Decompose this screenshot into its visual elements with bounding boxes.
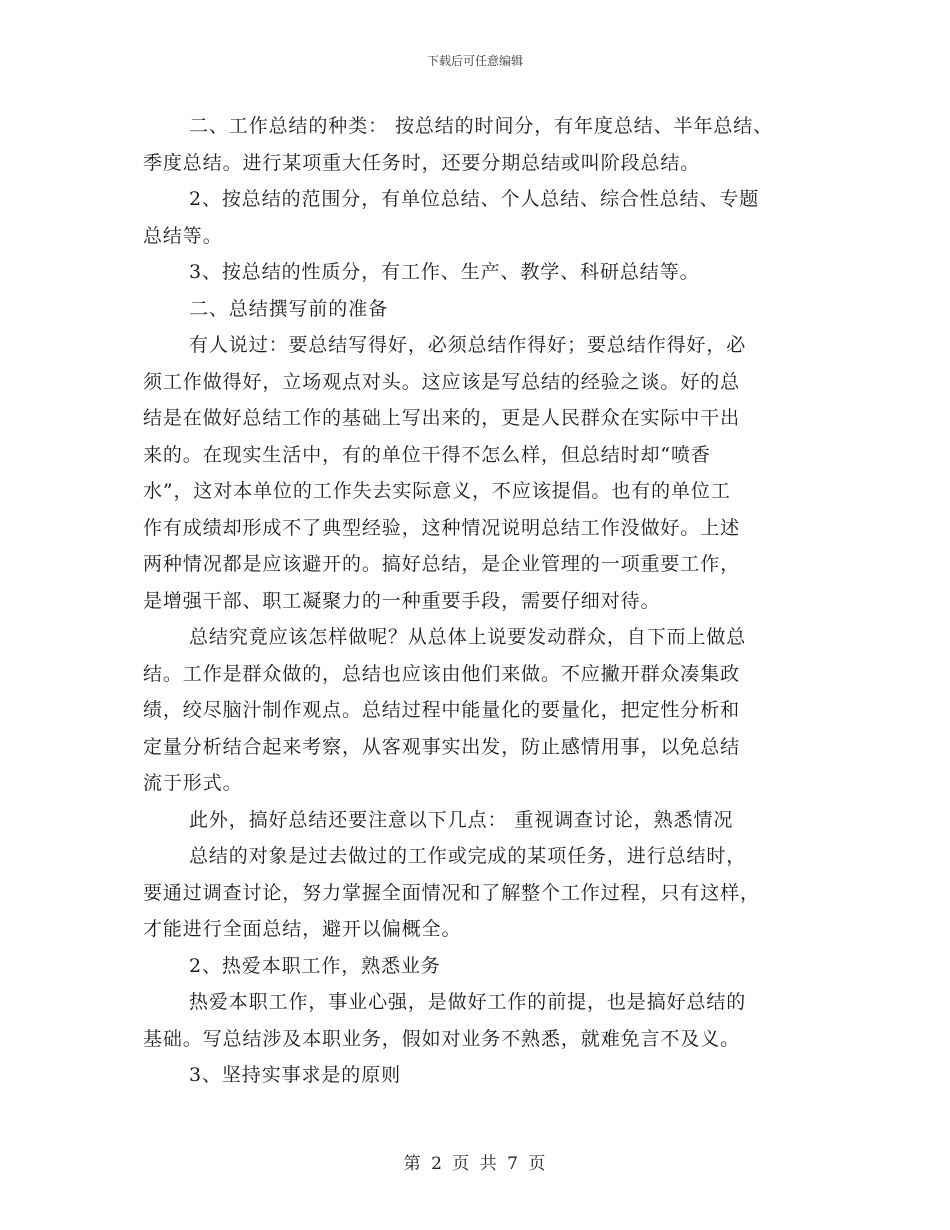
text-line: 要通过调查讨论，努力掌握全面情况和了解整个工作过程，只有这样， — [143, 881, 760, 904]
text-line: 季度总结。进行某项重大任务时，还要分期总结或叫阶段总结。 — [143, 151, 701, 174]
text-line: 定量分析结合起来考察，从客观事实出发，防止感情用事，以免总结 — [143, 735, 741, 758]
text-line: 此外，搞好总结还要注意以下几点： 重视调查讨论，熟悉情况 — [189, 808, 734, 831]
text-line: 作有成绩却形成不了典型经验，这种情况说明总结工作没做好。上述 — [143, 516, 741, 539]
text-line: 结是在做好总结工作的基础上写出来的，更是人民群众在实际中干出 — [143, 407, 741, 429]
section-heading: 3、坚持实事求是的原则 — [189, 1064, 401, 1086]
text-line: 流于形式。 — [143, 772, 243, 794]
text-line: 须工作做得好，立场观点对头。这应该是写总结的经验之谈。好的总 — [143, 370, 741, 393]
text-line: 热爱本职工作，事业心强，是做好工作的前提，也是搞好总结的 — [189, 991, 747, 1013]
text-line: 两种情况都是应该避开的。搞好总结，是企业管理的一项重要工作， — [143, 553, 741, 575]
section-heading: 2、热爱本职工作，熟悉业务 — [189, 954, 441, 977]
page-header: 下载后可任意编辑 — [426, 54, 523, 68]
text-line: 总结等。 — [143, 224, 223, 247]
text-line: 才能进行全面总结，避开以偏概全。 — [143, 918, 462, 940]
section-heading: 二、总结撰写前的准备 — [189, 297, 389, 320]
text-line: 结。工作是群众做的，总结也应该由他们来做。不应撇开群众凑集政 — [143, 662, 741, 685]
text-line: 绩，绞尽脑汁制作观点。总结过程中能量化的要量化，把定性分析和 — [143, 699, 741, 721]
text-line: 二、工作总结的种类： 按总结的时间分，有年度总结、半年总结、 — [189, 115, 774, 137]
text-line: 2、按总结的范围分，有单位总结、个人总结、综合性总结、专题 — [189, 188, 760, 210]
document-body — [143, 108, 813, 1094]
text-line: 是增强干部、职工凝聚力的一种重要手段，需要仔细对待。 — [143, 589, 661, 612]
text-line: 总结的对象是过去做过的工作或完成的某项任务，进行总结时， — [189, 845, 747, 867]
text-line: 基础。写总结涉及本职业务，假如对业务不熟悉，就难免言不及义。 — [143, 1027, 741, 1050]
text-line: 有人说过：要总结写得好，必须总结作得好；要总结作得好，必 — [189, 334, 747, 356]
page-number-footer: 第 2 页 共 7 页 — [403, 1154, 547, 1174]
text-line: 3、按总结的性质分，有工作、生产、教学、科研总结等。 — [189, 261, 700, 283]
text-line: 总结究竟应该怎样做呢？从总体上说要发动群众，自下而上做总 — [189, 626, 747, 648]
text-line: 水”，这对本单位的工作失去实际意义，不应该提倡。也有的单位工 — [143, 480, 731, 502]
text-line: 来的。在现实生活中，有的单位干得不怎么样，但总结时却“喷香 — [143, 443, 711, 466]
